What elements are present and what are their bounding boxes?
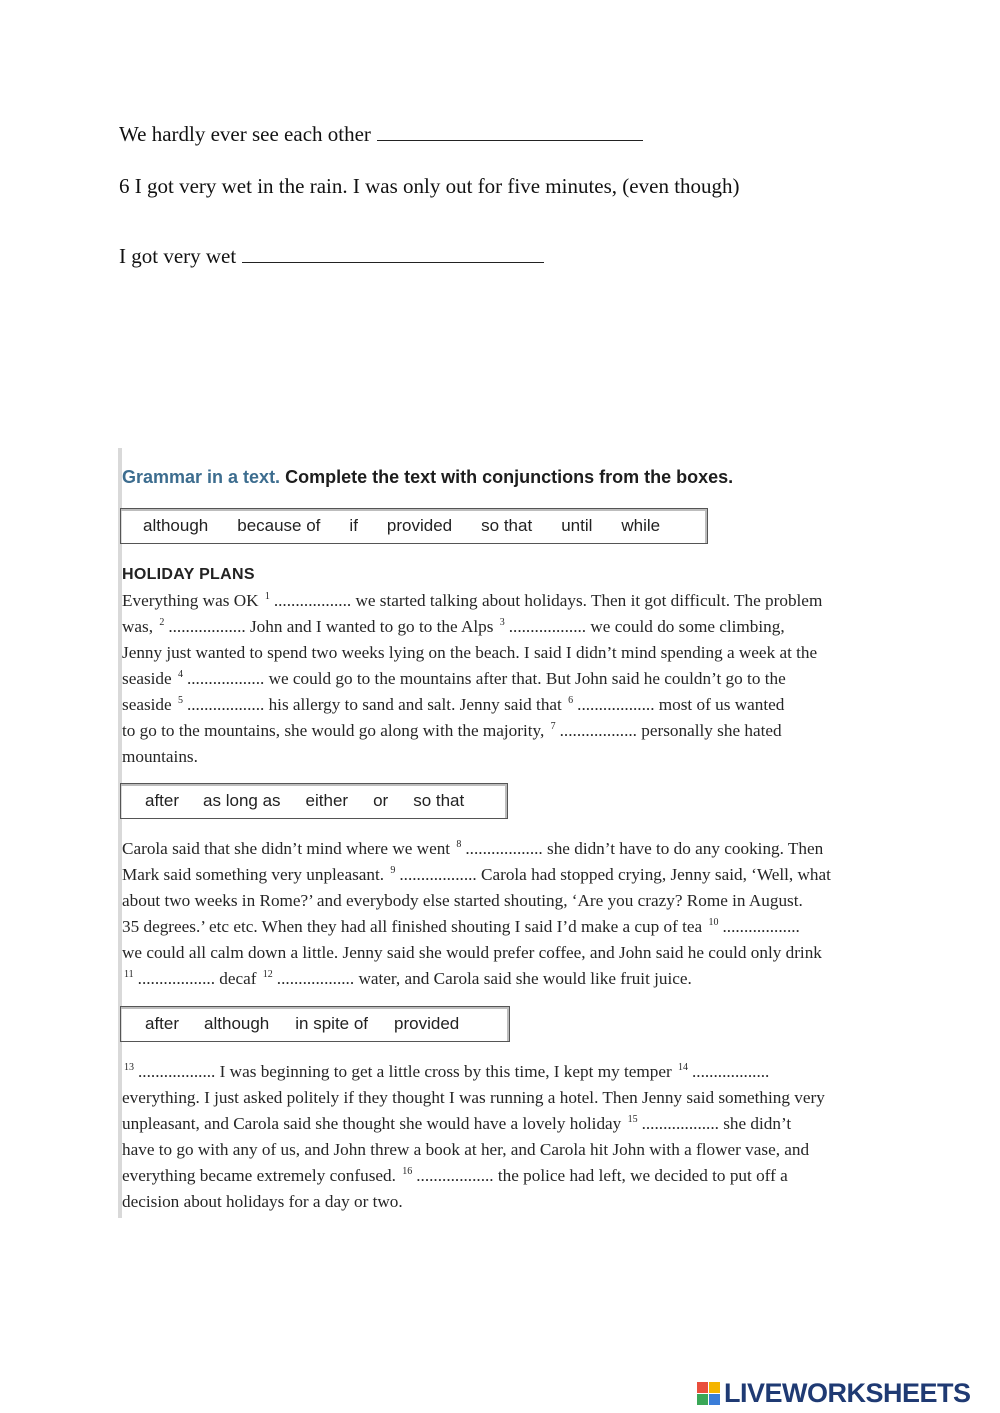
answer-blank-6[interactable] bbox=[242, 242, 544, 263]
gap-6[interactable]: .................. bbox=[577, 695, 655, 714]
word-box-2-item: so that bbox=[413, 791, 465, 810]
gap-3[interactable]: .................. bbox=[508, 617, 587, 636]
heading-instruction: Complete the text with conjunctions from the boxes. bbox=[285, 467, 734, 487]
word-box-2-item: or bbox=[373, 791, 389, 810]
word-box-1-item: so that bbox=[481, 516, 533, 535]
paragraph-3: $^{13}$ .................. I was beginning to get a little cross by this time, I kept my temper $^{14}$ .................. everything. I just asked politely if they thought I was running a hotel. Then Jenny said something very unpleasant, and Carola said she thought she would have a lovely holiday $^{15}$ .................. she didn’t have to go with any of us, and John threw a book at her, and Carola hit John with a flower vase, and everything became extremely confused. $^{16}$ .................. the police had left, we decided to put off a decision about holidays for a day or two. bbox=[122, 1062, 825, 1211]
word-box-1-item: while bbox=[621, 516, 661, 535]
word-box-3-item: provided bbox=[394, 1014, 460, 1033]
word-box-1 bbox=[120, 508, 708, 544]
paragraph-1: Everything was OK $^1$ .................. we started talking about holidays. Then it got difficult. The problem was, $^2$ .................. John and I wanted to go to the Alps $^3$ .................. we could do some climbing, Jenny just wanted to spend two weeks lying on the beach. I said I didn’t mind spending a week at the seaside $^4$ .................. we could go to the mountains after that. But John said he couldn’t go to the seaside $^5$ .................. his allergy to sand and salt. Jenny said that $^6$ .................. most of us wanted to go to the mountains, she would go along with the majority, $^7$ .................. personally she hated mountains. bbox=[122, 591, 823, 766]
gap-5[interactable]: .................. bbox=[186, 695, 265, 714]
gap-15[interactable]: .................. bbox=[641, 1114, 719, 1133]
word-box-1-item: because of bbox=[237, 516, 321, 535]
answer-blank-5[interactable] bbox=[377, 120, 643, 141]
sentence-5-stem bbox=[119, 120, 643, 147]
word-box-3 bbox=[120, 1006, 510, 1042]
exercise-heading bbox=[122, 467, 733, 488]
sentence-6-text: I got very wet bbox=[119, 244, 237, 268]
gap-10[interactable]: .................. bbox=[722, 917, 800, 936]
gap-7[interactable]: .................. bbox=[559, 721, 637, 740]
gap-8[interactable]: .................. bbox=[465, 839, 543, 858]
word-box-2-item: as long as bbox=[203, 791, 281, 810]
gap-16[interactable]: .................. bbox=[416, 1166, 494, 1185]
gap-2[interactable]: .................. bbox=[168, 617, 246, 636]
word-box-3-item: in spite of bbox=[295, 1014, 369, 1033]
sentence-5-text: We hardly ever see each other bbox=[119, 122, 371, 146]
sentence-6-prompt: 6 I got very wet in the rain. I was only out for five minutes, (even though) bbox=[119, 174, 740, 198]
liveworksheets-icon bbox=[697, 1382, 721, 1406]
word-box-1-item: until bbox=[561, 516, 593, 535]
word-box-2-item: after bbox=[145, 791, 180, 810]
gap-11[interactable]: .................. bbox=[137, 969, 215, 988]
word-box-1-item: provided bbox=[386, 516, 453, 535]
word-box-1-item: although bbox=[143, 516, 209, 535]
word-box-3-item: after bbox=[145, 1014, 180, 1033]
liveworksheets-logo[interactable] bbox=[697, 1378, 971, 1409]
gap-9[interactable]: .................. bbox=[399, 865, 477, 884]
gap-1[interactable]: .................. bbox=[273, 591, 352, 610]
gap-13[interactable]: .................. bbox=[138, 1062, 216, 1081]
logo-text: LIVEWORKSHEETS bbox=[724, 1378, 971, 1408]
word-box-1-item: if bbox=[349, 516, 358, 535]
heading-label: Grammar in a text. bbox=[122, 467, 281, 487]
gap-12[interactable]: .................. bbox=[276, 969, 355, 988]
word-box-3-item: although bbox=[204, 1014, 270, 1033]
text-title: HOLIDAY PLANS bbox=[122, 566, 255, 583]
sentence-6-stem bbox=[119, 242, 544, 269]
gap-4[interactable]: .................. bbox=[186, 669, 265, 688]
word-box-2 bbox=[120, 783, 508, 819]
paragraph-2: Carola said that she didn’t mind where we went $^8$ .................. she didn’t have to do any cooking. Then Mark said something very unpleasant. $^9$ .................. Carola had stopped crying, Jenny said, ‘Well, what about two weeks in Rome?’ and everybody else started shouting, ‘Are you crazy? Rome in August. 35 degrees.’ etc etc. When they had all finished shouting I said I’d make a cup of tea $^{10}$ .................. we could all calm down a little. Jenny said she would prefer coffee, and John said he could only drink $^{11}$ .................. decaf $^{12}$ .................. water, and Carola said she would like fruit juice. bbox=[122, 839, 831, 988]
word-box-2-item: either bbox=[305, 791, 349, 810]
gap-14[interactable]: .................. bbox=[691, 1062, 770, 1081]
